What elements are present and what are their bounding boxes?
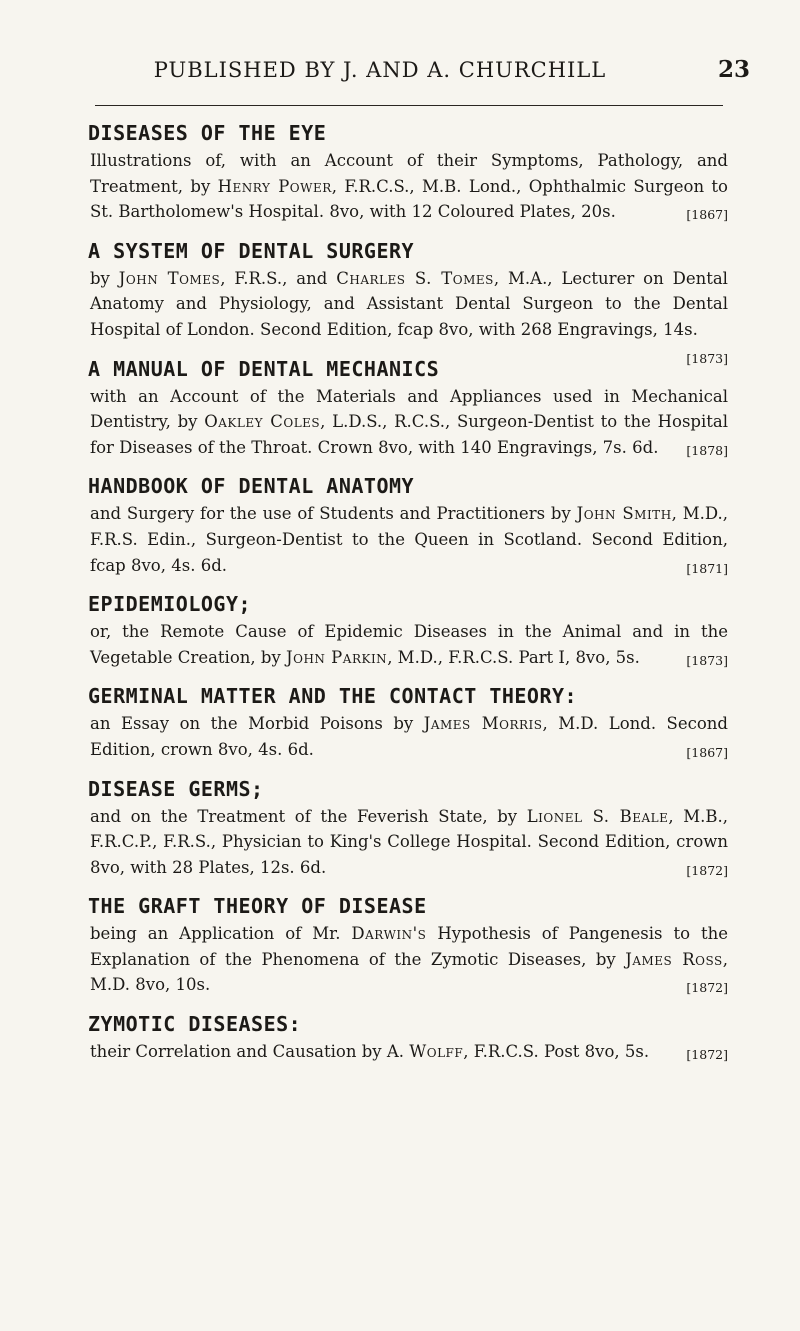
entry-text: Illustrations of, with an Account of their Symptoms, Pathology, and Treatment, by — [90, 151, 728, 196]
catalogue-entry — [88, 238, 728, 366]
entry-title: A MANUAL OF DENTAL MECHANICS — [88, 356, 440, 381]
entry-year: [1871] — [686, 560, 728, 576]
catalogue-entry — [88, 776, 728, 881]
entry-author: Lionel S. Beale — [526, 806, 669, 826]
entry-description — [90, 266, 728, 366]
entry-year: [1872] — [686, 1047, 728, 1063]
entry-author: Wolff — [409, 1042, 464, 1062]
entry-text: , M.B., F.R.C.P., F.R.S., Physician to King's College Hospital. Second Edition, crown 8vo, with 28 Plates, 12s. 6d. — [90, 806, 728, 877]
entry-description — [90, 1039, 728, 1065]
entry-text: , F.R.C.S. Post 8vo, 5s. — [463, 1042, 650, 1062]
catalogue-entry — [88, 893, 728, 998]
entry-description — [90, 148, 728, 225]
entry-text: by — [90, 268, 119, 288]
entry-author: James Morris — [423, 714, 543, 734]
entry-text: Hypothesis of Pangenesis to the Explanation of the Phenomena of the Zymotic Diseases, by — [90, 924, 728, 969]
entry-text: , L.D.S., R.C.S., Surgeon-Dentist to the Hospital for Diseases of the Throat. Crown 8vo, with 140 Engravings, 7s. 6d. — [90, 412, 729, 457]
entry-description — [90, 501, 728, 578]
entry-title: GERMINAL MATTER AND THE CONTACT THEORY: — [88, 684, 578, 709]
entry-description — [90, 384, 728, 461]
entry-author: John Parkin — [286, 647, 388, 667]
entry-author: Henry Power — [217, 176, 332, 196]
entry-description — [90, 921, 728, 998]
entry-description — [90, 711, 728, 762]
entry-text: or, the Remote Cause of Epidemic Diseases in the Animal and in the Vegetable Creation, by — [90, 622, 728, 667]
entry-title: A SYSTEM OF DENTAL SURGERY — [88, 238, 415, 263]
entry-text: being an Application of Mr. — [90, 924, 352, 944]
header-rule — [95, 105, 723, 106]
entry-text: , M.D., F.R.S. Edin., Surgeon-Dentist to the Queen in Scotland. Second Edition, fcap 8vo, 4s. 6d. — [90, 504, 728, 575]
entry-title: HANDBOOK OF DENTAL ANATOMY — [88, 474, 415, 499]
entry-text: , M.D. Lond. Second Edition, crown 8vo, 4s. 6d. — [90, 714, 728, 759]
catalogue-entry — [88, 120, 728, 225]
entry-text: with an Account of the Materials and Appliances used in Mechanical Dentistry, by — [90, 386, 728, 432]
entry-year: [1867] — [686, 744, 728, 760]
entry-author: Darwin's — [351, 924, 427, 944]
entry-text: , M.D. 8vo, 10s. — [90, 949, 728, 995]
entry-text: their Correlation and Causation by A. — [90, 1042, 410, 1062]
catalogue-entries — [88, 120, 728, 1078]
entry-text: , M.A., Lecturer on Dental Anatomy and Physiology, and Assistant Dental Surgeon to the Dental Hospital of London. Second Edition, fcap 8vo, with 268 Engravings, 14s. — [90, 268, 728, 339]
entry-text: , F.R.S., and — [220, 268, 337, 288]
entry-description — [90, 619, 728, 670]
page-number: 23 — [718, 56, 751, 83]
catalogue-entry — [88, 591, 728, 670]
entry-author: John Tomes — [118, 268, 221, 288]
entry-author: Oakley Coles — [204, 412, 321, 432]
entry-author: Charles S. Tomes — [336, 268, 494, 288]
running-header-title: PUBLISHED BY J. AND A. CHURCHILL — [153, 58, 607, 82]
catalogue-entry — [88, 473, 728, 578]
entry-year: [1867] — [686, 207, 728, 223]
entry-text: and Surgery for the use of Students and Practitioners by — [90, 504, 577, 524]
entry-text: an Essay on the Morbid Poisons by — [90, 714, 424, 734]
entry-author: John Smith — [576, 504, 672, 524]
entry-text: , F.R.C.S., M.B. Lond., Ophthalmic Surgeon to St. Bartholomew's Hospital. 8vo, with 12 Coloured Plates, 20s. — [90, 176, 728, 222]
catalogue-entry — [88, 356, 728, 461]
entry-title: ZYMOTIC DISEASES: — [88, 1012, 302, 1037]
entry-title: EPIDEMIOLOGY; — [88, 592, 252, 617]
entry-year: [1872] — [686, 862, 728, 878]
catalogue-entry — [88, 683, 728, 762]
entry-description — [90, 804, 728, 881]
catalogue-entry — [88, 1011, 728, 1065]
entry-year: [1873] — [686, 350, 728, 366]
entry-year: [1872] — [686, 980, 728, 996]
entry-year: [1873] — [686, 652, 728, 668]
running-header — [0, 56, 800, 96]
entry-author: James Ross — [625, 949, 723, 969]
entry-title: THE GRAFT THEORY OF DISEASE — [88, 894, 427, 919]
entry-title: DISEASE GERMS; — [88, 776, 264, 801]
entry-title: DISEASES OF THE EYE — [88, 121, 327, 145]
entry-text: and on the Treatment of the Feverish State, by — [90, 806, 527, 826]
entry-text: , M.D., F.R.C.S. Part I, 8vo, 5s. — [387, 647, 640, 667]
entry-year: [1878] — [686, 442, 728, 458]
